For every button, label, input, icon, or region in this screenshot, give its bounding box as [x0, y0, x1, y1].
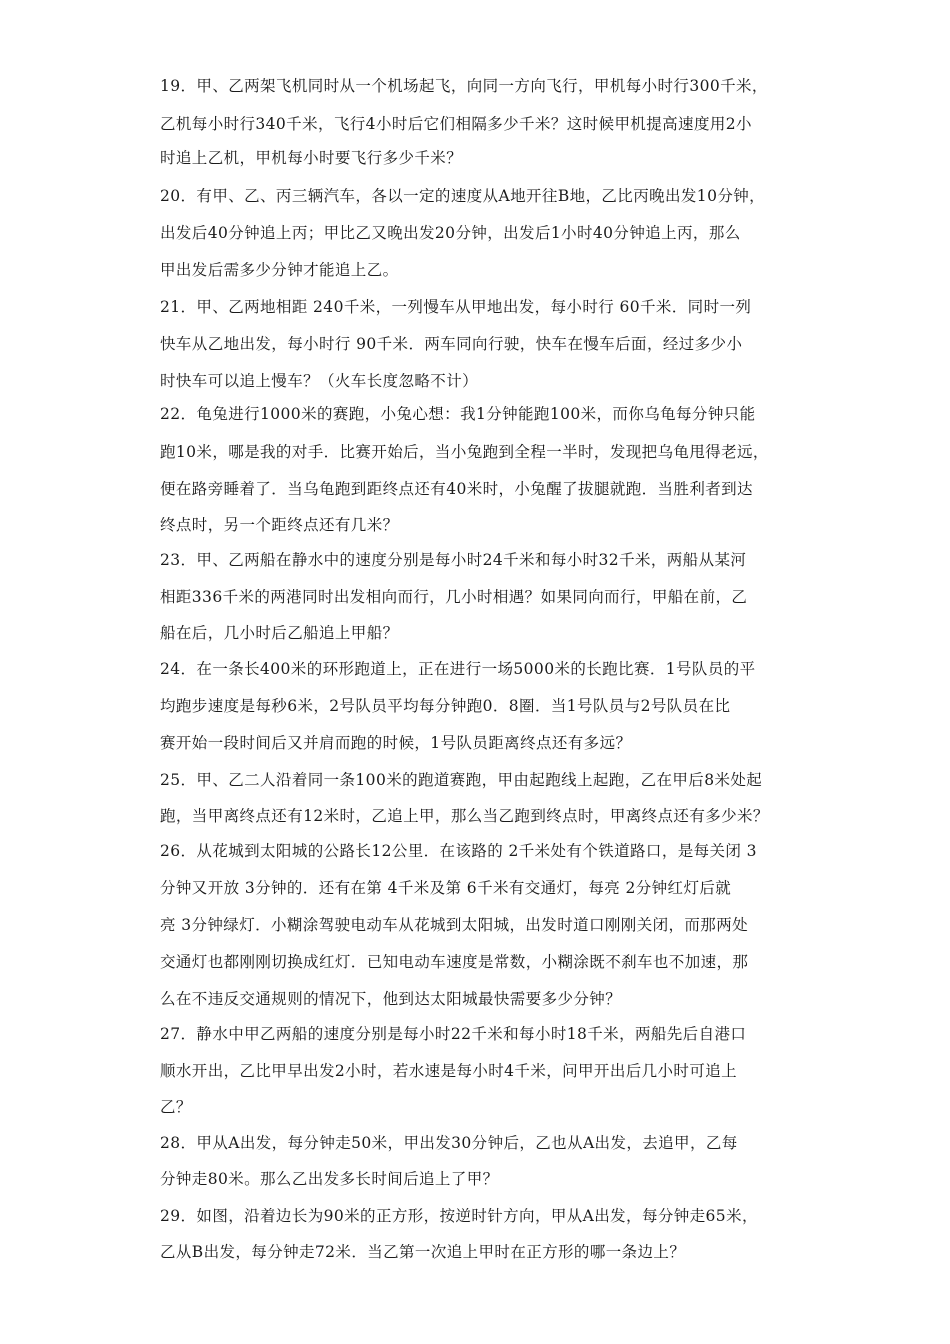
question-21-line-2: 快车从乙地出发，每小时行 90千米．两车同向行驶，快车在慢车后面，经过多少小 [160, 335, 743, 353]
question-28-line-1: 28．甲从A出发，每分钟走50米，甲出发30分钟后，乙也从A出发，去追甲，乙每 [160, 1134, 738, 1152]
question-21-line-1: 21．甲、乙两地相距 240千米，一列慢车从甲地出发，每小时行 60千米．同时一列 [160, 298, 752, 316]
question-19-line-1: 19．甲、乙两架飞机同时从一个机场起飞，向同一方向飞行，甲机每小时行300千米， [160, 77, 768, 95]
question-26-line-3: 亮 3分钟绿灯．小糊涂驾驶电动车从花城到太阳城，出发时道口刚刚关闭，而那两处 [160, 916, 748, 934]
question-20-line-3: 甲出发后需多少分钟才能追上乙。 [160, 261, 399, 279]
question-25-line-2: 跑，当甲离终点还有12米时，乙追上甲，那么当乙跑到终点时，甲离终点还有多少米？ [160, 807, 769, 825]
question-23-line-2: 相距336千米的两港同时出发相向而行，几小时相遇？如果同向而行，甲船在前，乙 [160, 588, 748, 606]
question-27-line-1: 27．静水中甲乙两船的速度分别是每小时22千米和每小时18千米，两船先后自港口 [160, 1025, 747, 1043]
question-19-line-3: 时追上乙机，甲机每小时要飞行多少千米？ [160, 149, 463, 167]
question-21-line-3: 时快车可以追上慢车？（火车长度忽略不计） [160, 372, 479, 390]
question-29-line-1: 29．如图，沿着边长为90米的正方形，按逆时针方向，甲从A出发，每分钟走65米， [160, 1207, 758, 1225]
question-27-line-2: 顺水开出，乙比甲早出发2小时，若水速是每小时4千米，问甲开出后几小时可追上 [160, 1062, 738, 1080]
question-22-line-3: 便在路旁睡着了．当乌龟跑到距终点还有40米时，小兔醒了拔腿就跑．当胜利者到达 [160, 480, 753, 498]
question-26-line-1: 26．从花城到太阳城的公路长12公里．在该路的 2千米处有个铁道路口，是每关闭 3 [160, 842, 757, 860]
question-20-line-2: 出发后40分钟追上丙；甲比乙又晚出发20分钟，出发后1小时40分钟追上丙，那么 [160, 224, 741, 242]
question-28-line-2: 分钟走80米。那么乙出发多长时间后追上了甲？ [160, 1170, 499, 1188]
question-26-line-5: 么在不违反交通规则的情况下，他到达太阳城最快需要多少分钟？ [160, 990, 622, 1008]
question-27-line-3: 乙？ [160, 1098, 192, 1116]
question-23-line-3: 船在后，几小时后乙船追上甲船？ [160, 624, 399, 642]
question-26-line-2: 分钟又开放 3分钟的．还有在第 4千米及第 6千米有交通灯，每亮 2分钟红灯后就 [160, 879, 732, 897]
question-20-line-1: 20．有甲、乙、丙三辆汽车，各以一定的速度从A地开往B地，乙比丙晚出发10分钟， [160, 187, 766, 205]
question-24-line-1: 24．在一条长400米的环形跑道上，正在进行一场5000米的长跑比赛．1号队员的平 [160, 660, 756, 678]
question-29-line-2: 乙从B出发，每分钟走72米．当乙第一次追上甲时在正方形的哪一条边上？ [160, 1243, 686, 1261]
question-22-line-2: 跑10米，哪是我的对手．比赛开始后，当小兔跑到全程一半时，发现把乌龟甩得老远， [160, 443, 769, 461]
question-26-line-4: 交通灯也都刚刚切换成红灯．已知电动车速度是常数，小糊涂既不刹车也不加速，那 [160, 953, 749, 971]
question-24-line-3: 赛开始一段时间后又并肩而跑的时候，1号队员距离终点还有多远？ [160, 734, 632, 752]
question-22-line-4: 终点时，另一个距终点还有几米？ [160, 516, 399, 534]
question-25-line-1: 25．甲、乙二人沿着同一条100米的跑道赛跑，甲由起跑线上起跑，乙在甲后8米处起 [160, 771, 763, 789]
question-19-line-2: 乙机每小时行340千米，飞行4小时后它们相隔多少千米？这时候甲机提高速度用2小 [160, 115, 752, 133]
question-22-line-1: 22．龟兔进行1000米的赛跑，小兔心想：我1分钟能跑100米，而你乌龟每分钟只能 [160, 405, 756, 423]
question-24-line-2: 均跑步速度是每秒6米，2号队员平均每分钟跑0．8圈．当1号队员与2号队员在比 [160, 697, 731, 715]
question-23-line-1: 23．甲、乙两船在静水中的速度分别是每小时24千米和每小时32千米，两船从某河 [160, 551, 747, 569]
